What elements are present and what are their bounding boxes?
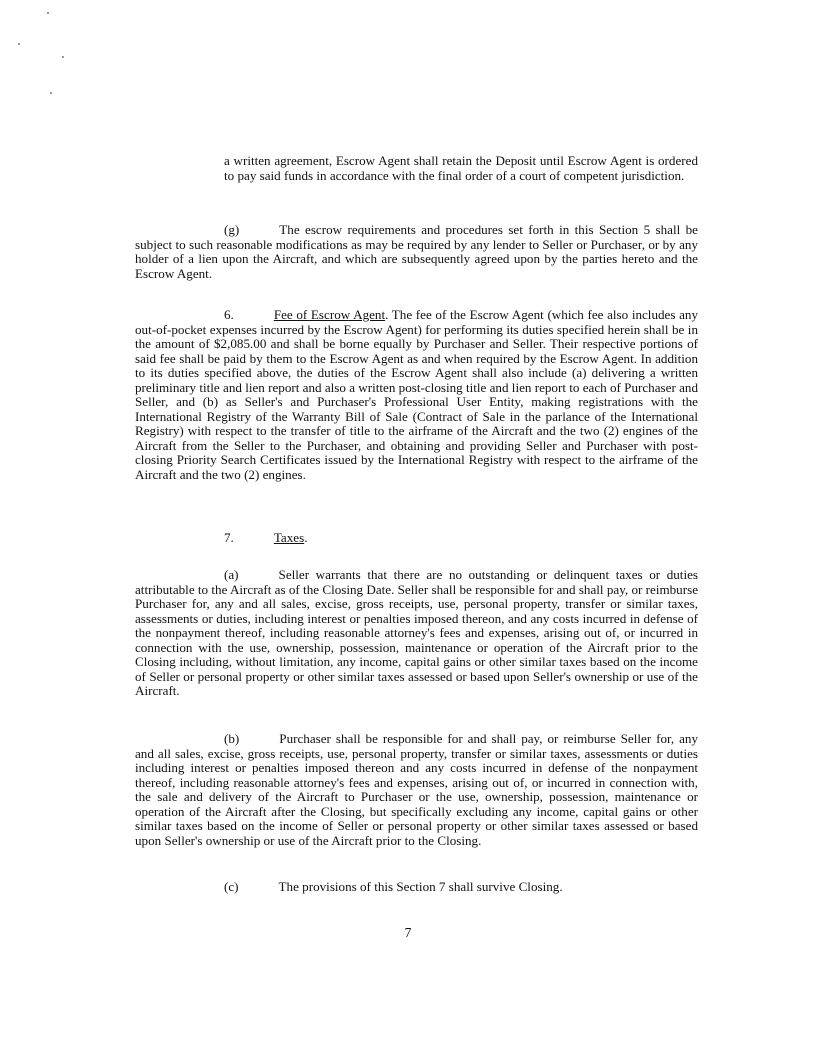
para-text: The provisions of this Section 7 shall survive Closing. [278, 879, 563, 894]
continuation-paragraph: a written agreement, Escrow Agent shall retain the Deposit until Escrow Agent is ordered to pay said funds in accordance with the final order of a court of competent jurisdiction. [224, 153, 698, 183]
section-number: 7. [224, 530, 234, 545]
section-title: Fee of Escrow Agent [273, 307, 386, 322]
section-text: . The fee of the Escrow Agent (which fee also includes any out-of-pocket expenses incurred by the Escrow Agent) for performing its duties specified herein shall be in the amount of $2,085.00 and shall be borne equally by Purchaser and Seller. Their respective portions of said fee shall be paid by them to the Escrow Agent as and when required by the Escrow Agent. In addition to its duties specified above, the duties of the Escrow Agent shall also include (a) delivering a written preliminary title and lien report and also a written post-closing title and lien report to each of Purchaser and Seller, and (b) as Seller's and Purchaser's Professional User Entity, making registrations with the International Registry of the Warranty Bill of Sale (Contract of Sale in the parlance of the International Registry) with respect to the transfer of title to the airframe of the Aircraft and the two (2) engines of the Aircraft from the Seller to the Purchaser, and obtaining and providing Seller and Purchaser with post-closing Priority Search Certificates issued by the International Registry with respect to the airframe of the Aircraft and the two (2) engines. [135, 307, 698, 482]
section-6-paragraph [135, 308, 698, 482]
paragraph-7a [135, 568, 698, 699]
para-label: (b) [224, 731, 240, 746]
para-label: (g) [224, 222, 240, 237]
scan-speck [18, 43, 20, 45]
scan-speck [50, 92, 52, 94]
page-number: 7 [404, 925, 412, 940]
section-7-heading [224, 530, 307, 546]
para-text: The escrow requirements and procedures set forth in this Section 5 shall be subject to such reasonable modifications as may be required by any lender to Seller or Purchaser, or by any holder of a lien upon the Aircraft, and which are subsequently agreed upon by the parties hereto and the Escrow Agent. [135, 222, 698, 281]
para-text: Seller warrants that there are no outstanding or delinquent taxes or duties attributable to the Aircraft as of the Closing Date. Seller shall be responsible for and shall pay, or reimburse Purchaser for, any and all sales, excise, gross receipts, use, personal property, transfer or similar taxes, assessments or duties, including interest or penalties imposed thereon, and any costs incurred in defense of the nonpayment thereof, including reasonable attorney's fees and expenses, arising out of, or incurred in connection with the use, ownership, possession, maintenance or operation of the Aircraft prior to the Closing including, without limitation, any income, capital gains or other similar taxes based on the income of Seller or personal property or other similar taxes assessed or based upon Seller's ownership or use of the Aircraft. [135, 567, 698, 698]
para-text: Purchaser shall be responsible for and shall pay, or reimburse Seller for, any and all sales, excise, gross receipts, use, personal property, transfer or similar taxes, assessments or duties including interest or penalties imposed thereon and any costs incurred in defense of the nonpayment thereof, including reasonable attorney's fees and expenses, arising out of, or incurred in connection with, the sale and delivery of the Aircraft to Purchaser or the use, ownership, possession, maintenance or operation of the Aircraft after the Closing, but specifically excluding any income, capital gains or other similar taxes based on the income of Seller or personal property or other similar taxes assessed or based upon Seller's ownership or use of the Aircraft prior to the Closing. [135, 731, 698, 848]
section-title: Taxes [273, 530, 305, 545]
section-number: 6. [224, 307, 234, 322]
para-label: (c) [224, 879, 239, 894]
paragraph-7b [135, 732, 698, 848]
para-label: (a) [224, 567, 239, 582]
paragraph-5g [135, 223, 698, 281]
scan-speck [62, 56, 64, 58]
scan-speck [47, 12, 49, 14]
section-title-suffix: . [304, 530, 308, 545]
paragraph-7c [135, 880, 698, 895]
